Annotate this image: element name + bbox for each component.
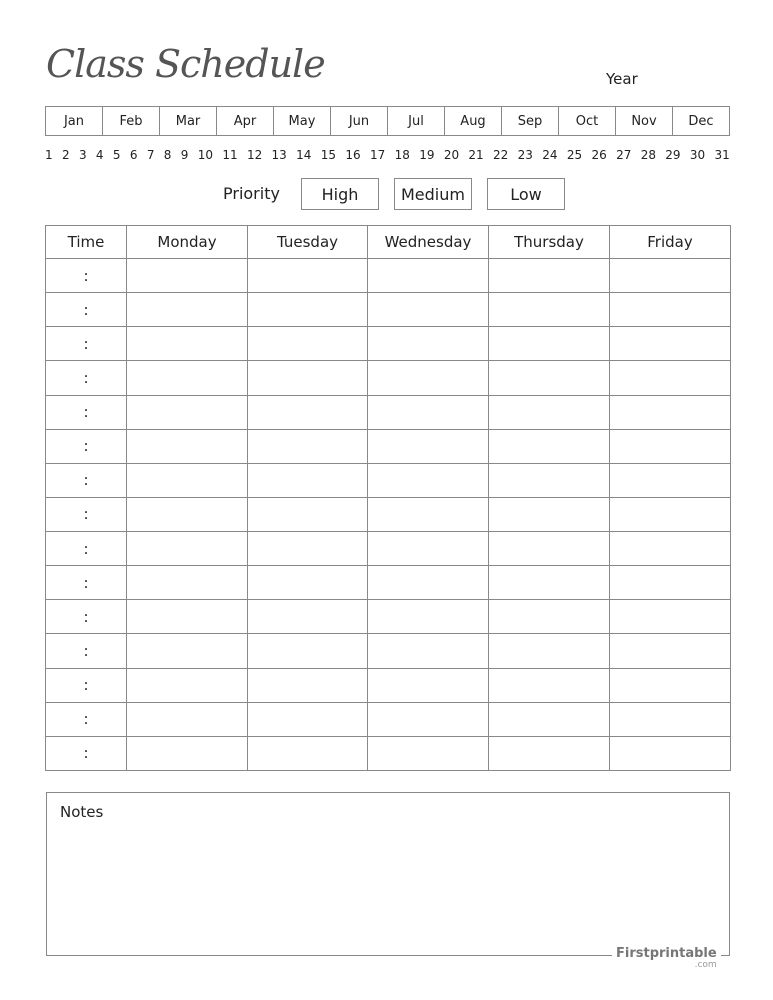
cell-friday[interactable] [610, 600, 731, 634]
day-17[interactable]: 17 [369, 148, 386, 162]
day-24[interactable]: 24 [542, 148, 558, 162]
month-may[interactable]: May [274, 107, 331, 135]
cell-wednesday[interactable] [368, 600, 489, 634]
cell-wednesday[interactable] [368, 395, 489, 429]
cell-tuesday[interactable] [248, 600, 368, 634]
cell-friday[interactable] [610, 395, 731, 429]
cell-monday[interactable] [127, 634, 248, 668]
cell-tuesday[interactable] [248, 259, 368, 293]
time-cell[interactable]: : [46, 293, 127, 327]
time-cell[interactable]: : [46, 259, 127, 293]
schedule-table [45, 225, 731, 771]
cell-friday[interactable] [610, 259, 731, 293]
day-18[interactable]: 18 [394, 148, 410, 162]
cell-thursday[interactable] [489, 566, 610, 600]
day-25[interactable]: 25 [566, 148, 583, 162]
cell-tuesday[interactable] [248, 634, 368, 668]
cell-monday[interactable] [127, 532, 248, 566]
day-20[interactable]: 20 [443, 148, 460, 162]
cell-wednesday[interactable] [368, 532, 489, 566]
table-row [46, 327, 731, 361]
cell-monday[interactable] [127, 736, 248, 770]
brand-logo [612, 947, 721, 970]
cell-wednesday[interactable] [368, 668, 489, 702]
table-row [46, 736, 731, 770]
table-row [46, 395, 731, 429]
time-cell[interactable]: : [46, 566, 127, 600]
cell-monday[interactable] [127, 497, 248, 531]
day-28[interactable]: 28 [640, 148, 656, 162]
cell-thursday[interactable] [489, 736, 610, 770]
day-3[interactable]: 3 [78, 148, 87, 162]
day-26[interactable]: 26 [591, 148, 607, 162]
month-dec[interactable]: Dec [688, 113, 714, 129]
cell-monday[interactable] [127, 702, 248, 736]
cell-friday[interactable] [610, 702, 731, 736]
time-cell[interactable]: : [46, 463, 127, 497]
table-row [46, 600, 731, 634]
column-header-thursday: Thursday [489, 226, 610, 259]
day-selector [45, 148, 730, 162]
cell-wednesday[interactable] [368, 259, 489, 293]
cell-friday[interactable] [610, 634, 731, 668]
cell-wednesday[interactable] [368, 293, 489, 327]
cell-thursday[interactable] [489, 702, 610, 736]
cell-wednesday[interactable] [368, 361, 489, 395]
cell-tuesday[interactable] [248, 463, 368, 497]
cell-tuesday[interactable] [248, 532, 368, 566]
table-row [46, 668, 731, 702]
day-5[interactable]: 5 [112, 148, 121, 162]
cell-monday[interactable] [127, 361, 248, 395]
month-jan[interactable]: Jan [46, 107, 103, 135]
brand-name: Firstprintable [616, 946, 717, 961]
column-header-tuesday: Tuesday [248, 226, 368, 259]
cell-thursday[interactable] [489, 293, 610, 327]
day-29[interactable]: 29 [665, 148, 681, 162]
cell-monday[interactable] [127, 259, 248, 293]
cell-friday[interactable] [610, 668, 731, 702]
page-title: Class Schedule [46, 42, 325, 86]
cell-wednesday[interactable] [368, 429, 489, 463]
cell-friday[interactable] [610, 566, 731, 600]
day-15[interactable]: 15 [320, 148, 337, 162]
time-cell[interactable]: : [46, 327, 127, 361]
day-27[interactable]: 27 [616, 148, 632, 162]
cell-thursday[interactable] [489, 463, 610, 497]
cell-tuesday[interactable] [248, 293, 368, 327]
cell-tuesday[interactable] [248, 702, 368, 736]
time-cell[interactable]: : [46, 497, 127, 531]
cell-thursday[interactable] [489, 259, 610, 293]
table-row [46, 429, 731, 463]
cell-monday[interactable] [127, 566, 248, 600]
cell-thursday[interactable] [489, 327, 610, 361]
time-cell[interactable]: : [46, 532, 127, 566]
cell-wednesday[interactable] [368, 736, 489, 770]
table-row [46, 293, 731, 327]
table-row [46, 702, 731, 736]
day-4[interactable]: 4 [95, 148, 104, 162]
day-21[interactable]: 21 [468, 148, 484, 162]
cell-friday[interactable] [610, 361, 731, 395]
cell-thursday[interactable] [489, 395, 610, 429]
time-cell[interactable]: : [46, 600, 127, 634]
year-label: Year [606, 70, 638, 88]
table-row [46, 497, 731, 531]
day-30[interactable]: 30 [689, 148, 706, 162]
time-cell[interactable]: : [46, 361, 127, 395]
cell-friday[interactable] [610, 293, 731, 327]
time-cell[interactable]: : [46, 634, 127, 668]
month-nov[interactable]: Nov [616, 107, 673, 135]
cell-friday[interactable] [610, 429, 731, 463]
column-header-time: Time [46, 226, 127, 259]
day-13[interactable]: 13 [271, 148, 287, 162]
priority-low[interactable]: Low [487, 178, 565, 210]
cell-monday[interactable] [127, 429, 248, 463]
cell-wednesday[interactable] [368, 463, 489, 497]
cell-wednesday[interactable] [368, 327, 489, 361]
day-16[interactable]: 16 [345, 148, 361, 162]
cell-friday[interactable] [610, 327, 731, 361]
day-6[interactable]: 6 [129, 148, 138, 162]
cell-tuesday[interactable] [248, 395, 368, 429]
cell-wednesday[interactable] [368, 566, 489, 600]
month-mar[interactable]: Mar [160, 107, 217, 135]
column-header-wednesday: Wednesday [368, 226, 489, 259]
brand-suffix: .com [694, 960, 717, 970]
cell-monday[interactable] [127, 293, 248, 327]
table-row [46, 532, 731, 566]
day-31[interactable]: 31 [714, 148, 730, 162]
day-8[interactable]: 8 [163, 148, 172, 162]
cell-tuesday[interactable] [248, 429, 368, 463]
time-cell[interactable]: : [46, 429, 127, 463]
cell-thursday[interactable] [489, 497, 610, 531]
time-cell[interactable]: : [46, 702, 127, 736]
cell-tuesday[interactable] [248, 736, 368, 770]
table-row [46, 361, 731, 395]
month-feb[interactable]: Feb [103, 107, 160, 135]
day-23[interactable]: 23 [517, 148, 533, 162]
notes-box[interactable] [46, 792, 730, 956]
cell-tuesday[interactable] [248, 327, 368, 361]
priority-medium[interactable]: Medium [394, 178, 472, 210]
cell-tuesday[interactable] [248, 668, 368, 702]
priority-label: Priority [223, 184, 280, 203]
day-2[interactable]: 2 [61, 148, 70, 162]
cell-thursday[interactable] [489, 429, 610, 463]
cell-wednesday[interactable] [368, 634, 489, 668]
cell-tuesday[interactable] [248, 497, 368, 531]
day-14[interactable]: 14 [296, 148, 312, 162]
month-apr[interactable]: Apr [217, 107, 274, 135]
cell-wednesday[interactable] [368, 702, 489, 736]
day-22[interactable]: 22 [493, 148, 509, 162]
cell-friday[interactable] [610, 736, 731, 770]
month-jun[interactable]: Jun [331, 107, 388, 135]
cell-tuesday[interactable] [248, 566, 368, 600]
column-header-monday: Monday [127, 226, 248, 259]
cell-monday[interactable] [127, 600, 248, 634]
column-header-friday: Friday [610, 226, 731, 259]
cell-thursday[interactable] [489, 361, 610, 395]
cell-monday[interactable] [127, 395, 248, 429]
time-cell[interactable]: : [46, 395, 127, 429]
month-aug[interactable]: Aug [445, 107, 502, 135]
day-12[interactable]: 12 [246, 148, 263, 162]
cell-thursday[interactable] [489, 634, 610, 668]
time-cell[interactable]: : [46, 736, 127, 770]
cell-friday[interactable] [610, 463, 731, 497]
month-jul[interactable]: Jul [388, 107, 445, 135]
month-selector [45, 106, 730, 136]
cell-tuesday[interactable] [248, 361, 368, 395]
table-row [46, 259, 731, 293]
day-7[interactable]: 7 [146, 148, 155, 162]
table-row [46, 634, 731, 668]
priority-high[interactable]: High [301, 178, 379, 210]
cell-thursday[interactable] [489, 532, 610, 566]
cell-friday[interactable] [610, 532, 731, 566]
cell-monday[interactable] [127, 668, 248, 702]
table-row [46, 566, 731, 600]
day-1[interactable]: 1 [45, 148, 53, 162]
month-oct[interactable]: Oct [559, 107, 616, 135]
day-9[interactable]: 9 [180, 148, 189, 162]
day-19[interactable]: 19 [419, 148, 435, 162]
notes-label: Notes [60, 803, 104, 821]
cell-friday[interactable] [610, 497, 731, 531]
day-10[interactable]: 10 [197, 148, 213, 162]
time-cell[interactable]: : [46, 668, 127, 702]
cell-monday[interactable] [127, 327, 248, 361]
cell-wednesday[interactable] [368, 497, 489, 531]
month-sep[interactable]: Sep [502, 107, 559, 135]
day-11[interactable]: 11 [222, 148, 238, 162]
cell-thursday[interactable] [489, 668, 610, 702]
cell-monday[interactable] [127, 463, 248, 497]
table-row [46, 463, 731, 497]
cell-thursday[interactable] [489, 600, 610, 634]
